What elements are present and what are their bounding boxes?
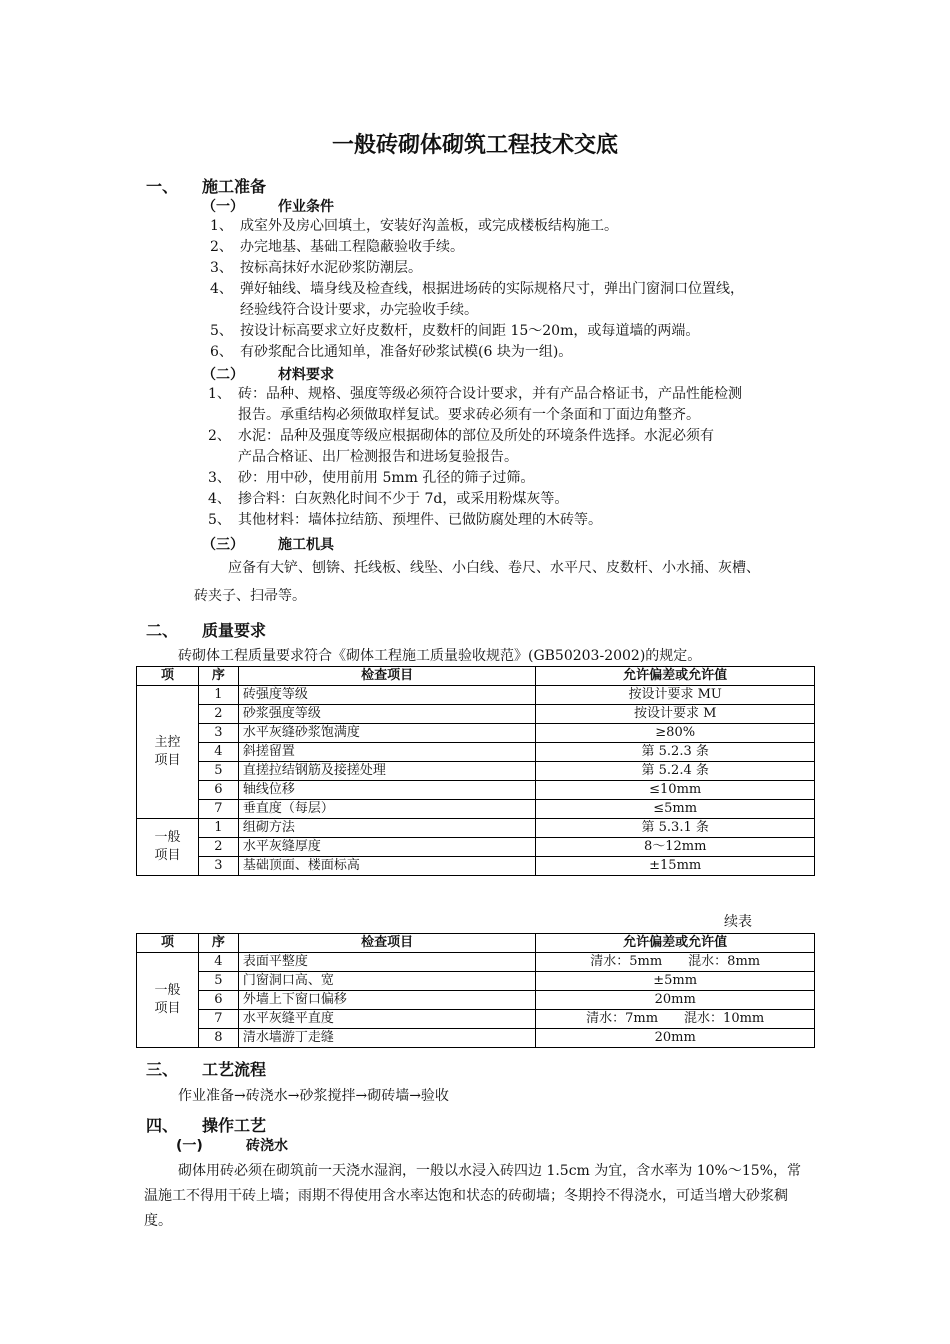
column-header: 检查项目 [238, 667, 536, 686]
table-row: 7 水平灰缝平直度 清水：7mm 混水：10mm [137, 1010, 815, 1029]
table-row: 2 砂浆强度等级 按设计要求 M [137, 705, 815, 724]
group-cell: 主控 项目 [137, 686, 199, 819]
subsection-4-1-heading [176, 1135, 288, 1155]
table-row: 5 门窗洞口高、宽 ±5mm [137, 972, 815, 991]
list-item: 5、 其他材料：墙体拉结筋、预埋件、已做防腐处理的木砖等。 [208, 512, 602, 528]
list-item: 1、 砖：品种、规格、强度等级必须符合设计要求，并有产品合格证书，产品性能检测 报告。承重结构必须做取样复试。要求砖必须有一个条面和丁面边角整齐。 [208, 386, 742, 423]
list-item: 1、 成室外及房心回填土，安装好沟盖板，或完成楼板结构施工。 [210, 218, 618, 234]
table-row: 2 水平灰缝厚度 8～12mm [137, 838, 815, 857]
section-title: 操作工艺 [202, 1116, 267, 1135]
quality-table [136, 666, 815, 876]
subsection-title: 施工机具 [278, 537, 334, 553]
subsection-number: (一) [176, 1138, 203, 1154]
table-header-row [137, 667, 815, 686]
column-header: 项 [137, 667, 199, 686]
table-header-row [137, 934, 815, 953]
section-number: 二、 [146, 621, 179, 640]
subsection-title: 作业条件 [278, 199, 334, 215]
paragraph: 砌体用砖必须在砌筑前一天浇水湿润，一般以水浸入砖四边 1.5cm 为宜，含水率为 10%～15%，常温施工不得用干砖上墙；雨期不得使用含水率达饱和状态的砖砌墙；冬期拎不得浇水，可适当增大砂浆稠度。 [144, 1163, 801, 1229]
table-row: 7 垂直度（每层） ≤5mm [137, 800, 815, 819]
column-header: 允许偏差或允许值 [536, 667, 815, 686]
section-title: 施工准备 [202, 177, 267, 196]
paragraph-line: 砖夹子、扫帚等。 [194, 588, 306, 604]
table-row: 6 轴线位移 ≤10mm [137, 781, 815, 800]
section-title: 工艺流程 [202, 1060, 267, 1079]
group-cell: 一般 项目 [137, 819, 199, 876]
list-item: 3、 按标高抹好水泥砂浆防潮层。 [210, 260, 422, 276]
column-header: 允许偏差或允许值 [536, 934, 815, 953]
process-flow: 作业准备→砖浇水→砂浆搅拌→砌砖墙→验收 [178, 1088, 449, 1104]
section-number: 一、 [146, 177, 179, 196]
list-item: 4、 掺合料：白灰熟化时间不少于 7d，或采用粉煤灰等。 [208, 491, 569, 507]
column-header: 检查项目 [238, 934, 536, 953]
list-item: 2、 办完地基、基础工程隐蔽验收手续。 [210, 239, 464, 255]
column-header: 项 [137, 934, 199, 953]
subsection-number: （三） [202, 537, 244, 553]
subsection-1-3-heading [202, 534, 334, 554]
list-item: 6、 有砂浆配合比通知单，准备好砂浆试模(6 块为一组)。 [210, 344, 573, 360]
subsection-number: （二） [202, 367, 244, 383]
table-row: 一般 项目 4 表面平整度 清水：5mm 混水：8mm [137, 953, 815, 972]
subsection-1-1-heading [202, 196, 334, 216]
subsection-1-2-heading [202, 364, 334, 384]
column-header: 序 [198, 934, 238, 953]
section-3-heading [146, 1057, 266, 1080]
table-row: 3 水平灰缝砂浆饱满度 ≥80% [137, 724, 815, 743]
section-4-heading [146, 1113, 266, 1136]
section-1-heading [146, 174, 266, 197]
group-cell: 一般 项目 [137, 953, 199, 1048]
table-row: 主控 项目 1 砖强度等级 按设计要求 MU [137, 686, 815, 705]
table-row: 3 基础顶面、楼面标高 ±15mm [137, 857, 815, 876]
table-row: 5 直搓拉结钢筋及接搓处理 第 5.2.4 条 [137, 762, 815, 781]
table-row: 8 清水墙游丁走缝 20mm [137, 1029, 815, 1048]
quality-intro: 砖砌体工程质量要求符合《砌体工程施工质量验收规范》(GB50203-2002)的规定。 [178, 648, 702, 664]
subsection-title: 材料要求 [278, 367, 334, 383]
table-row: 6 外墙上下窗口偏移 20mm [137, 991, 815, 1010]
page-title: 一般砖砌体砌筑工程技术交底 [331, 133, 618, 158]
column-header: 序 [198, 667, 238, 686]
paragraph-line: 应备有大铲、刨锛、托线板、线坠、小白线、卷尺、水平尺、皮数杆、小水捅、灰槽、 [228, 560, 760, 576]
quality-table-continued [136, 933, 815, 1048]
table-row: 4 斜搓留置 第 5.2.3 条 [137, 743, 815, 762]
list-item: 4、 弹好轴线、墙身线及检查线，根据进场砖的实际规格尺寸，弹出门窗洞口位置线， 经验线符合设计要求，办完验收手续。 [210, 281, 744, 318]
continued-label: 续表 [724, 914, 752, 930]
list-item: 2、 水泥：品种及强度等级应根据砌体的部位及所处的环境条件选择。水泥必须有 产品合格证、出厂检测报告和进场复验报告。 [208, 428, 714, 465]
section-title: 质量要求 [202, 621, 267, 640]
subsection-title: 砖浇水 [246, 1138, 288, 1154]
list-item: 5、 按设计标高要求立好皮数杆，皮数杆的间距 15～20m，或每道墙的两端。 [210, 323, 700, 339]
section-2-heading [146, 618, 266, 641]
section-number: 四、 [146, 1116, 179, 1135]
subsection-number: （一） [202, 199, 244, 215]
table-row: 一般 项目 1 组砌方法 第 5.3.1 条 [137, 819, 815, 838]
section-number: 三、 [146, 1060, 179, 1079]
list-item: 3、 砂：用中砂，使用前用 5mm 孔径的筛子过筛。 [208, 470, 535, 486]
